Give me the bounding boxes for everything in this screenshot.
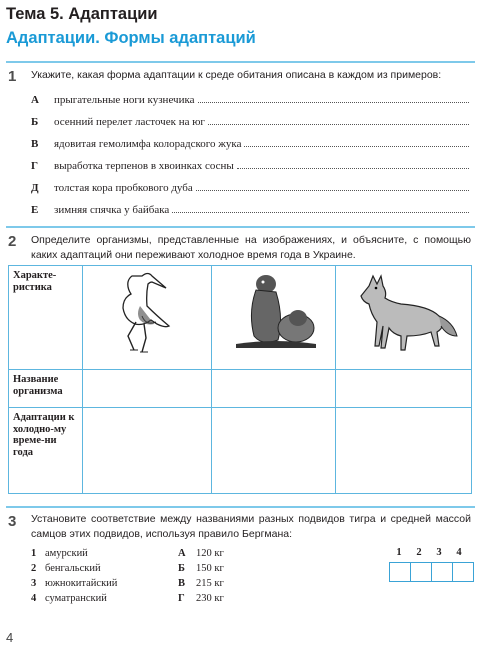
list-item: А 120 кг [178,548,224,559]
answer-cell[interactable] [336,408,472,494]
item-letter: Е [31,204,39,216]
question-number-3: 3 [8,513,17,530]
answer-grid-header: 1 2 3 4 [396,547,462,558]
item-letter: Б [31,116,39,128]
answer-line[interactable] [172,212,469,213]
answer-cell[interactable] [212,408,336,494]
list-item: 2 бенгальский [31,563,101,574]
answer-line[interactable] [208,124,469,125]
item-letter: Д [31,182,39,194]
list-item: Г 230 кг [178,593,224,604]
divider [6,61,475,63]
row-label-cell [9,370,83,408]
answer-line[interactable] [196,190,469,191]
question-number-1: 1 [8,68,17,85]
item-text: осенний перелет ласточек на юг [54,116,205,128]
question-number-2: 2 [8,233,17,250]
item-text: зимняя спячка у байбака [54,204,170,216]
item-text: прыгательные ноги кузнечика [54,94,195,106]
answer-cell[interactable] [83,370,212,408]
answer-row-a [31,91,469,106]
stork-drawing [83,266,211,356]
answer-row-b [31,113,469,128]
tiger-mass-list [178,544,224,604]
question-1-text: Укажите, какая форма адаптации к среде обитания описана в каждом из примеров: [31,69,442,81]
answer-grid [389,547,474,582]
list-item: В 215 кг [178,578,224,589]
section-title: Адаптации. Формы адаптаций [6,29,256,47]
marmots-drawing [212,266,335,352]
organisms-table [8,265,472,494]
image-cell-stork [83,266,212,370]
answer-row-g [31,157,469,172]
list-item: 4 суматранский [31,593,107,604]
item-letter: Г [31,160,38,172]
image-cell-fox [336,266,472,370]
list-item: 3 южнокитайский [31,578,118,589]
answer-box[interactable] [432,563,453,582]
topic-title: Тема 5. Адаптации [6,5,158,23]
answer-boxes [389,562,474,582]
row-label-cell [9,408,83,494]
answer-line[interactable] [198,102,469,103]
list-item: Б 150 кг [178,563,224,574]
fox-drawing [336,266,471,352]
question-3-text: Установите соответствие между названиями разных подвидов тигра и средней массой самцов этих подвидов, используя правило Бергмана: [31,513,471,540]
answer-line[interactable] [244,146,469,147]
answer-box[interactable] [390,563,411,582]
page-number: 4 [6,630,14,645]
answer-cell[interactable] [212,370,336,408]
answer-box[interactable] [411,563,432,582]
divider [6,506,475,508]
row-label-adaptations: Адаптации к холодно-му време-ни года [13,412,75,458]
row-label-cell [9,266,83,370]
item-letter: А [31,94,39,106]
answer-box[interactable] [453,563,474,582]
item-text: толстая кора пробкового дуба [54,182,193,194]
row-label-characteristic: Характе-ристика [13,270,57,293]
answer-cell[interactable] [83,408,212,494]
answer-line[interactable] [237,168,469,169]
row-label-organism-name: Название организма [13,374,63,397]
tiger-subspecies-list [31,544,117,604]
list-item: 1 амурский [31,548,88,559]
item-text: выработка терпенов в хвоинках сосны [54,160,234,172]
item-text: ядовитая гемолимфа колорадского жука [54,138,242,150]
image-cell-marmots [212,266,336,370]
divider [6,226,475,228]
question-2-text: Определите организмы, представленные на изображениях, и объясните, с помощью каких адаптаций они переживают холодное время года в Украине. [31,234,471,261]
answer-row-e [31,201,469,216]
item-letter: В [31,138,39,150]
answer-row-d [31,179,469,194]
answer-row-v [31,135,469,150]
answer-cell[interactable] [336,370,472,408]
